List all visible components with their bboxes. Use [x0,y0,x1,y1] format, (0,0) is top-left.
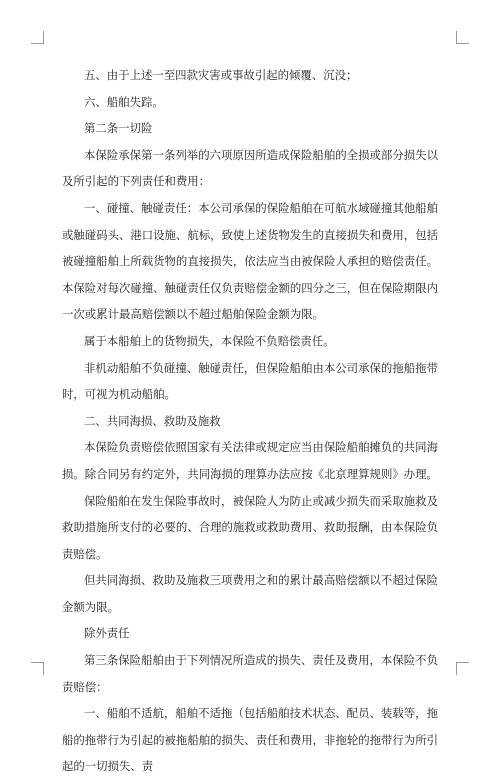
section-heading: 第二条一切险 [84,121,153,136]
paragraph: 一、船舶不适航，船舶不适拖（包括船舶技术状态、配员、装载等，拖船的拖带行为引起的被拖船舶的损失、责任和费用，非拖轮的拖带行为所引起的一切损失、责 [62,706,438,774]
page-corner-mark-bottom-right [456,662,469,675]
page-corner-mark-top-left [31,31,44,44]
paragraph: 保险船舶在发生保险事故时，被保险人为防止或减少损失而采取施救及救助措施所支付的必要的、合理的施救或救助费用、救助报酬，由本保险负责赔偿。 [62,493,438,561]
page-corner-mark-bottom-left [31,662,44,675]
paragraph: 属于本船舶上的货物损失，本保险不负赔偿责任。 [84,333,335,348]
paragraph: 一、碰撞、触碰责任：本公司承保的保险船舶在可航水域碰撞其他船舶或触碰码头、港口设施、航标，致使上述货物发生的直接损失和费用，包括被碰撞船舶上所载货物的直接损失，依法应当由被保险人承担的赔偿责任。本保险对每次碰撞、触碰责任仅负责赔偿金额的四分之三，但在保险期限内一次或累计最高赔偿额以不超过船舶保险金额为限。 [62,200,438,322]
paragraph: 六、船舶失踪。 [84,94,164,109]
page-body [62,62,438,780]
paragraph: 本保险承保第一条列举的六项原因所造成保险船舶的全损或部分损失以及所引起的下列责任和费用： [62,147,438,189]
paragraph: 非机动船舶不负碰撞、触碰责任，但保险船舶由本公司承保的拖船拖带时，可视为机动船舶。 [62,360,438,402]
page-corner-mark-top-right [456,31,469,44]
section-heading: 除外责任 [84,626,130,641]
paragraph: 但共同海损、救助及施救三项费用之和的累计最高赔偿额以不超过保险金额为限。 [62,573,438,614]
section-heading: 二、共同海损、救助及施救 [84,413,221,428]
paragraph: 本保险负责赔偿依照国家有关法律或规定应当由保险船舶摊负的共同海损。除合同另有约定外，共同海损的理算办法应按《北京理算规则》办理。 [62,440,438,481]
paragraph: 五、由于上述一至四款灾害或事故引起的倾覆、沉没； [84,68,358,82]
paragraph: 第三条保险船舶由于下列情况所造成的损失、责任及费用，本保险不负责赔偿： [62,653,438,694]
